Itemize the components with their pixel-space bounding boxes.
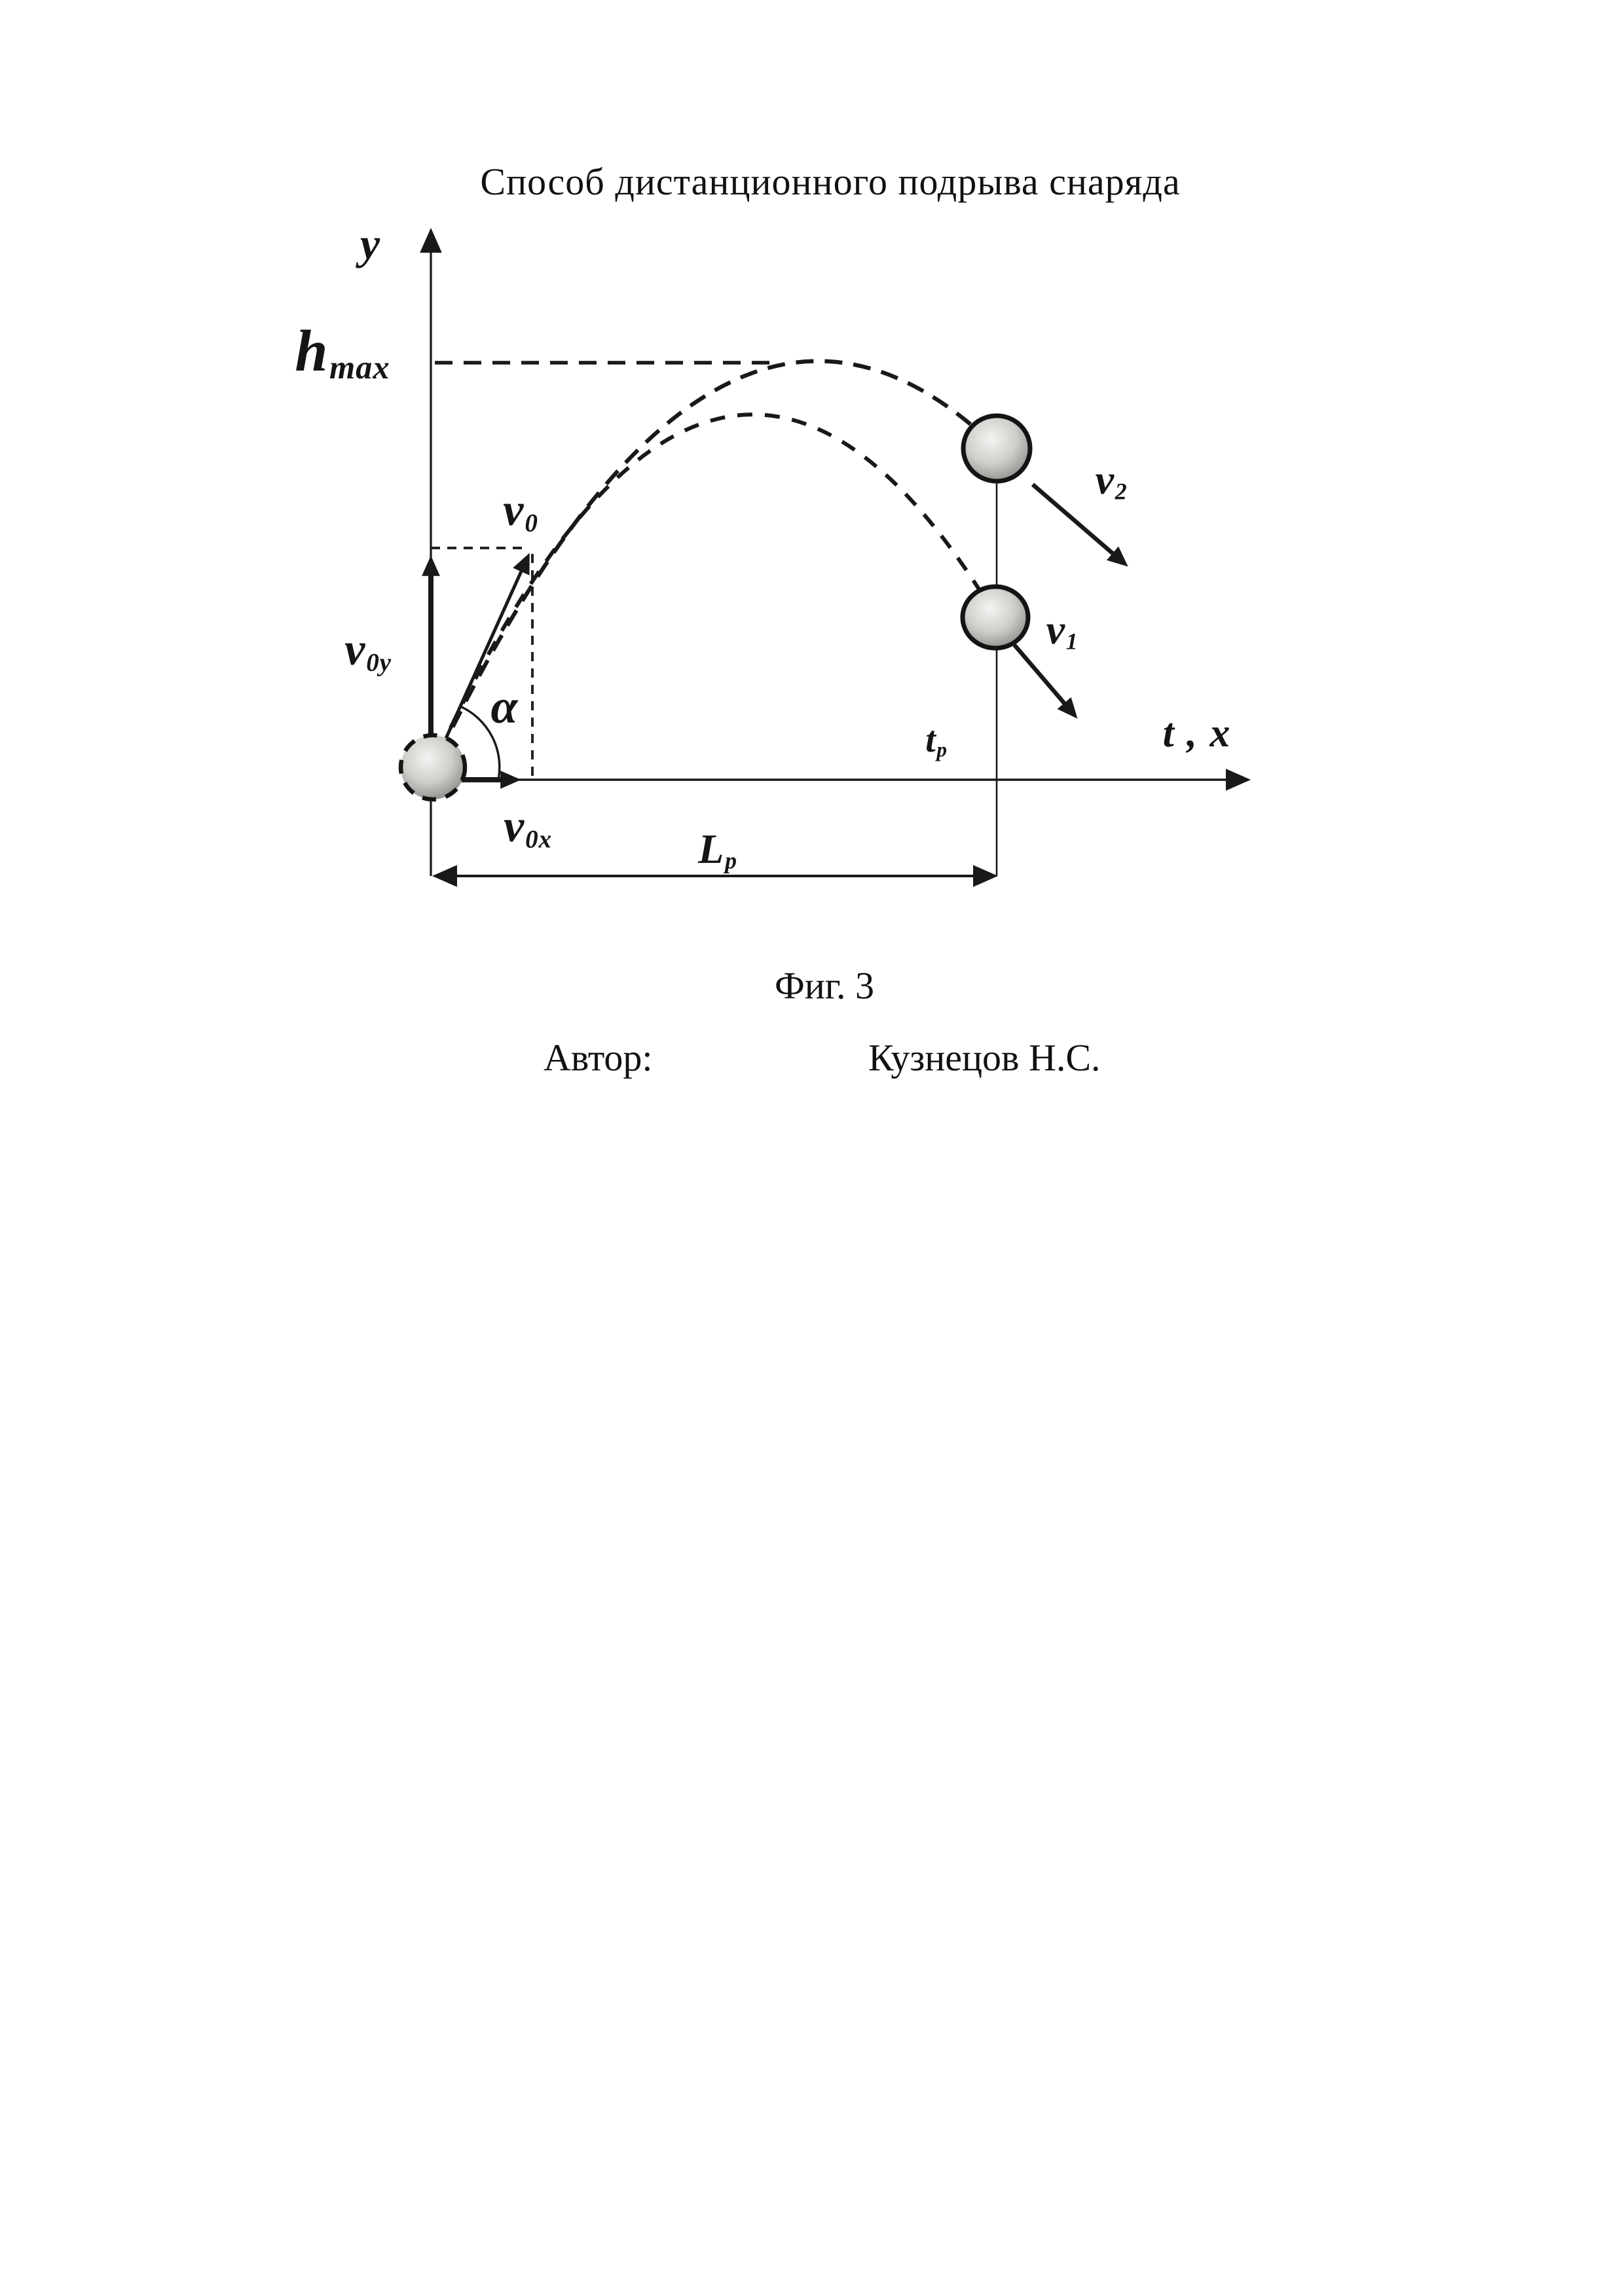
trajectory-lower-curve [439,414,995,753]
v1-vector-arrow [1014,645,1073,713]
author-name: Кузнецов Н.С. [868,1036,1101,1079]
v0x-label: v0x [504,801,552,854]
v1-label: v1 [1046,606,1079,655]
v0y-label: v0y [344,625,392,677]
v0-vector-arrow [433,560,526,767]
figure-caption: Фиг. 3 [774,964,875,1007]
projectile-lower-ball [963,587,1028,648]
tx-axis-label: t , x [1162,711,1232,756]
hmax-label: hmax [295,319,390,386]
v0-label: v0 [503,485,538,538]
tp-label: tp [925,720,948,761]
v2-label: v2 [1095,456,1128,505]
y-axis-label: y [360,219,380,268]
projectile-upper-ball [963,416,1030,481]
projectile-origin-ball [401,735,465,799]
alpha-label: α [490,680,518,734]
author-label: Автор: [544,1036,653,1079]
page-title: Способ дистанционного подрыва снаряда [480,160,1181,203]
lp-label: Lp [698,826,737,874]
